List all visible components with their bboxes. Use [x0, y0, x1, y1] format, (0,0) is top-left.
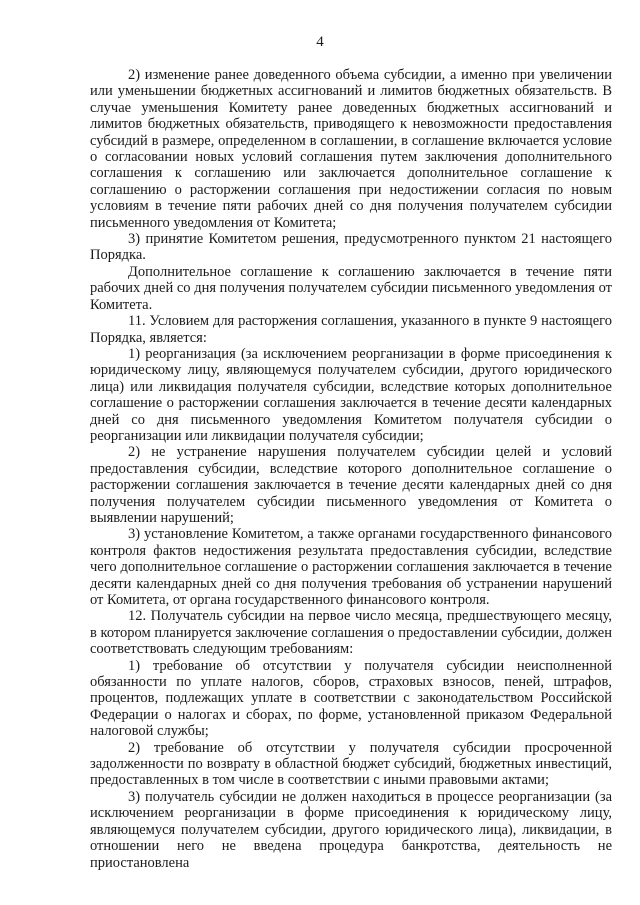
paragraph-11-2: 2) не устранение нарушения получателем субсидии целей и условий предоставления субсидии, вследствие которого дополнительное соглашение о расторжении соглашения заключается в течение десяти календарных дней со дня получения получателем субсидии письменного уведомления от Комитета о выявлении нарушений;	[90, 444, 612, 526]
paragraph-10-2: 2) изменение ранее доведенного объема субсидии, а именно при увеличении или уменьшении бюджетных ассигнований и лимитов бюджетных обязательств. В случае уменьшения Комитету ранее доведенных бюджетных ассигнований и лимитов бюджетных обязательств, приводящего к невозможности предоставления субсидий в размере, определенном в соглашении, в соглашение включается условие о согласовании новых условий соглашения путем заключения дополнительного соглашения к соглашению или заключается дополнительное соглашение к соглашению о расторжении соглашения при недостижении согласия по новым условиям в течение пяти рабочих дней со дня получения получателем субсидии письменного уведомления от Комитета;	[90, 67, 612, 231]
paragraph-additional-agreement: Дополнительное соглашение к соглашению заключается в течение пяти рабочих дней со дня получения получателем субсидии письменного уведомления от Комитета.	[90, 263, 612, 313]
page-number: 4	[316, 34, 324, 50]
paragraph-12-1: 1) требование об отсутствии у получателя субсидии неисполненной обязанности по уплате налогов, сборов, страховых взносов, пеней, штрафов, процентов, подлежащих уплате в соответствии с законодательством Российской Федерации о налогах и сборах, по форме, установленной приказом Федеральной налоговой службы;	[90, 657, 612, 740]
paragraph-10-3: 3) принятие Комитетом решения, предусмотренного пунктом 21 настоящего Порядка.	[90, 231, 612, 264]
paragraph-11: 11. Условием для расторжения соглашения, указанного в пункте 9 настоящего Порядка, является:	[90, 313, 612, 346]
paragraph-11-1: 1) реорганизация (за исключением реорганизации в форме присоединения к юридическому лицу, являющемуся получателем субсидии, другого юридического лица) или ликвидация получателя субсидии, вследствие которых дополнительное соглашение о расторжении соглашения заключается в течение десяти календарных дней со дня письменного уведомления Комитетом получателя субсидии о реорганизации или ликвидации получателя субсидии;	[90, 345, 612, 444]
document-body	[90, 67, 612, 871]
paragraph-11-3: 3) установление Комитетом, а также органами государственного финансового контроля фактов недостижения результата предоставления субсидии, вследствие чего дополнительное соглашение о расторжении соглашения заключается в течение десяти календарных дней со дня получения требования об устранении нарушений от Комитета, от органа государственного финансового контроля.	[90, 526, 612, 608]
paragraph-12-2: 2) требование об отсутствии у получателя субсидии просроченной задолженности по возврату в областной бюджет субсидий, бюджетных инвестиций, предоставленных в том числе в соответствии с иными правовыми актами;	[90, 739, 612, 789]
paragraph-12-3: 3) получатель субсидии не должен находиться в процессе реорганизации (за исключением реорганизации в форме присоединения к юридическому лицу, являющемуся получателем субсидии, другого юридического лица), ликвидации, в отношении него не введена процедура банкротства, деятельность не приостановлена	[90, 788, 612, 871]
paragraph-12: 12. Получатель субсидии на первое число месяца, предшествующего месяцу, в котором планируется заключение соглашения о предоставлении субсидии, должен соответствовать следующим требованиям:	[90, 608, 612, 658]
